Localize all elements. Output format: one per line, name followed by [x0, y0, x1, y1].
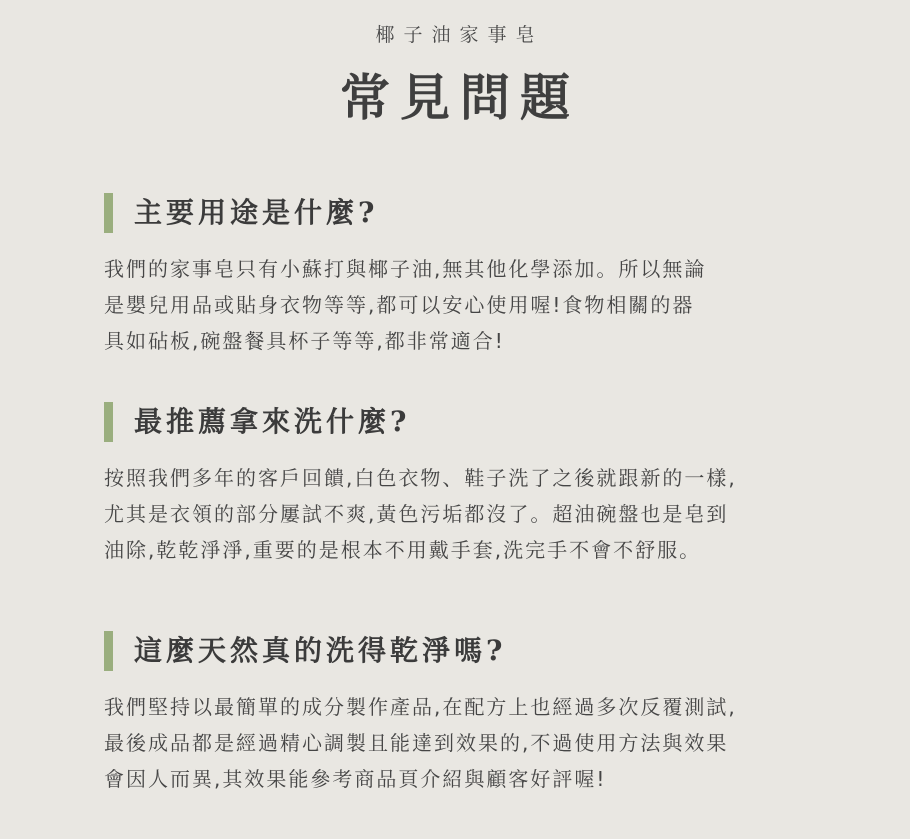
faq-answer-line: 是嬰兒用品或貼身衣物等等,都可以安心使用喔!食物相關的器 — [104, 293, 695, 317]
faq-question: 主要用途是什麼? — [134, 196, 379, 229]
faq-question-heading — [104, 631, 864, 673]
faq-answer-line: 會因人而異,其效果能參考商品頁介紹與顧客好評喔! — [104, 767, 607, 791]
faq-item — [104, 193, 864, 359]
accent-bar — [104, 402, 113, 442]
faq-answer-line: 我們的家事皂只有小蘇打與椰子油,無其他化學添加。所以無論 — [104, 257, 707, 281]
faq-answer — [104, 460, 864, 568]
faq-answer-line: 我們堅持以最簡單的成分製作產品,在配方上也經過多次反覆測試, — [104, 695, 737, 719]
page-title: 常見問題 — [340, 68, 580, 127]
faq-answer-line: 油除,乾乾淨淨,重要的是根本不用戴手套,洗完手不會不舒服。 — [104, 538, 702, 562]
faq-answer-line: 具如砧板,碗盤餐具杯子等等,都非常適合! — [104, 329, 505, 353]
faq-question: 這麼天然真的洗得乾淨嗎? — [134, 634, 507, 667]
page-subtitle: 椰子油家事皂 — [375, 24, 544, 46]
faq-answer — [104, 689, 864, 797]
accent-bar — [104, 193, 113, 233]
faq-question: 最推薦拿來洗什麼? — [134, 405, 411, 438]
accent-bar — [104, 631, 113, 671]
faq-answer-line: 尤其是衣領的部分屢試不爽,黃色污垢都沒了。超油碗盤也是皂到 — [104, 502, 729, 526]
faq-answer-line: 按照我們多年的客戶回饋,白色衣物、鞋子洗了之後就跟新的一樣, — [104, 466, 737, 490]
faq-item — [104, 631, 864, 797]
faq-answer — [104, 251, 864, 359]
faq-item — [104, 402, 864, 568]
faq-answer-line: 最後成品都是經過精心調製且能達到效果的,不過使用方法與效果 — [104, 731, 729, 755]
faq-question-heading — [104, 193, 864, 235]
faq-question-heading — [104, 402, 864, 444]
